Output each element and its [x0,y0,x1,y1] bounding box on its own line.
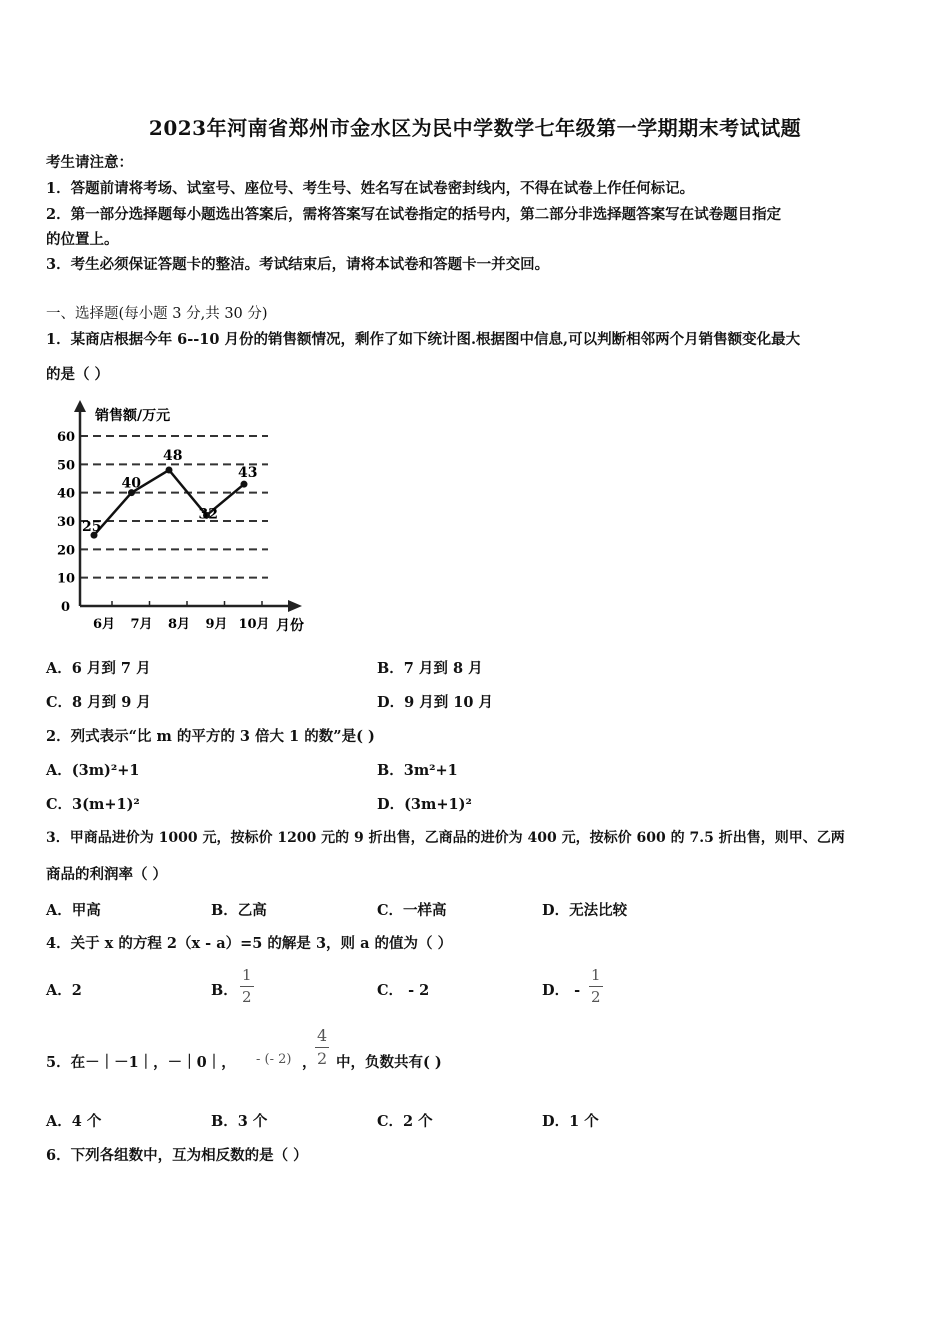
q3-option-b: B．乙高 [211,902,267,919]
fraction-numerator: 1 [591,966,601,984]
data-label: 32 [198,506,218,523]
sales-series [91,467,248,539]
y-axis-title: 销售额/万元 [95,408,171,424]
notice-item: 3．考生必须保证答题卡的整洁。考试结束后，请将本试卷和答题卡一并交回。 [46,256,550,273]
q4-option-d-fraction [589,968,603,1005]
y-tick-label: 40 [57,486,76,502]
chart-axes [74,400,302,612]
q1-option-b: B．7 月到 8 月 [377,660,483,677]
x-tick-label: 10月 [238,617,270,632]
fraction-numerator: 4 [317,1026,328,1045]
q2-option-a: A．(3m)²+1 [46,762,140,779]
y-tick-label: 20 [57,543,76,559]
y-tick-label: 30 [57,515,76,530]
fraction-numerator: 1 [242,966,252,984]
q1-option-d: D．9 月到 10 月 [377,694,493,711]
data-point [166,467,173,474]
y-tick-label: 10 [57,571,76,587]
y-axis-arrow [74,400,86,412]
data-label: 43 [238,465,258,482]
x-tick-label: 7月 [130,617,153,632]
q5-fraction [315,1028,329,1067]
q4-stem: 4．关于 x 的方程 2（x - a）=5 的解是 3，则 a 的值为（ ） [46,935,453,952]
q3-stem: 3．甲商品进价为 1000 元，按标价 1200 元的 9 折出售，乙商品的进价为 400 元，按标价 600 的 7.5 折出售，则甲、乙两 [46,830,845,846]
q5-expression: - (- 2) [256,1052,292,1067]
fraction-denominator: 2 [317,1049,328,1068]
x-tick-label: 9月 [205,617,228,632]
q1-stem-cont: 的是（ ） [46,366,110,383]
q5-option-a: A．4 个 [46,1113,102,1130]
q5-option-c: C．2 个 [377,1113,433,1130]
q1-option-a: A．6 月到 7 月 [46,660,151,677]
q4-option-b: B． [211,982,238,999]
q3-option-c: C．一样高 [377,902,447,919]
q5-option-b: B．3 个 [211,1113,268,1130]
data-label: 40 [121,475,141,492]
q3-stem-cont: 商品的利润率（ ） [46,866,168,883]
q3-option-a: A．甲高 [46,902,101,919]
q3-option-d: D．无法比较 [542,902,628,919]
fraction-denominator: 2 [242,988,252,1006]
q6-stem: 6．下列各组数中，互为相反数的是（ ） [46,1147,308,1164]
q1-stem: 1．某商店根据今年 6--10 月份的销售额情况，剩作了如下统计图.根据图中信息,可以判断相邻两个月销售额变化最大 [46,331,801,348]
sales-line-chart [50,398,340,643]
x-tick-label: 8月 [167,617,191,632]
data-label: 25 [82,519,102,536]
q4-option-b-fraction [240,968,254,1005]
q2-option-b: B．3m²+1 [377,762,458,779]
x-axis-title: 月份 [276,618,304,634]
notice-heading: 考生请注意： [46,154,133,171]
q5-option-d: D．1 个 [542,1113,599,1130]
q4-option-d: D． - [542,982,581,999]
q4-option-c: C． - 2 [377,982,430,999]
y-tick-labels [57,430,75,615]
y-tick-label: 50 [57,458,76,474]
q4-option-a: A．2 [46,982,82,999]
data-label: 48 [163,448,183,464]
section-heading: 一、选择题(每小题 3 分,共 30 分) [46,306,268,322]
q2-option-c: C．3(m+1)² [46,796,140,813]
data-labels [82,448,257,535]
data-point [241,481,248,488]
x-tick-label: 6月 [92,617,116,632]
notice-item: 2．第一部分选择题每小题选出答案后，需将答案写在试卷指定的括号内，第二部分非选择题答案写在试卷题目指定 [46,206,782,223]
y-tick-label: 0 [61,600,71,615]
notice-item: 的位置上。 [46,231,119,248]
q2-option-d: D．(3m+1)² [377,796,472,813]
fraction-denominator: 2 [591,988,601,1006]
notice-item: 1．答题前请将考场、试室号、座位号、考生号、姓名写在试卷密封线内，不得在试卷上作任何标记。 [46,180,695,197]
q1-option-c: C．8 月到 9 月 [46,694,151,711]
page-title: 2023年河南省郑州市金水区为民中学数学七年级第一学期期末考试试题 [148,116,802,140]
series-line [94,470,244,535]
x-axis-arrow [288,600,302,612]
q5-comma: ， [302,1054,317,1071]
y-tick-label: 60 [57,430,76,445]
q5-stem-prefix: 5．在－｜－1｜，－｜0｜， [46,1054,236,1071]
q2-stem: 2．列式表示“比 m 的平方的 3 倍大 1 的数”是( ) [46,728,375,745]
q5-stem-suffix: 中，负数共有( ) [336,1054,442,1071]
